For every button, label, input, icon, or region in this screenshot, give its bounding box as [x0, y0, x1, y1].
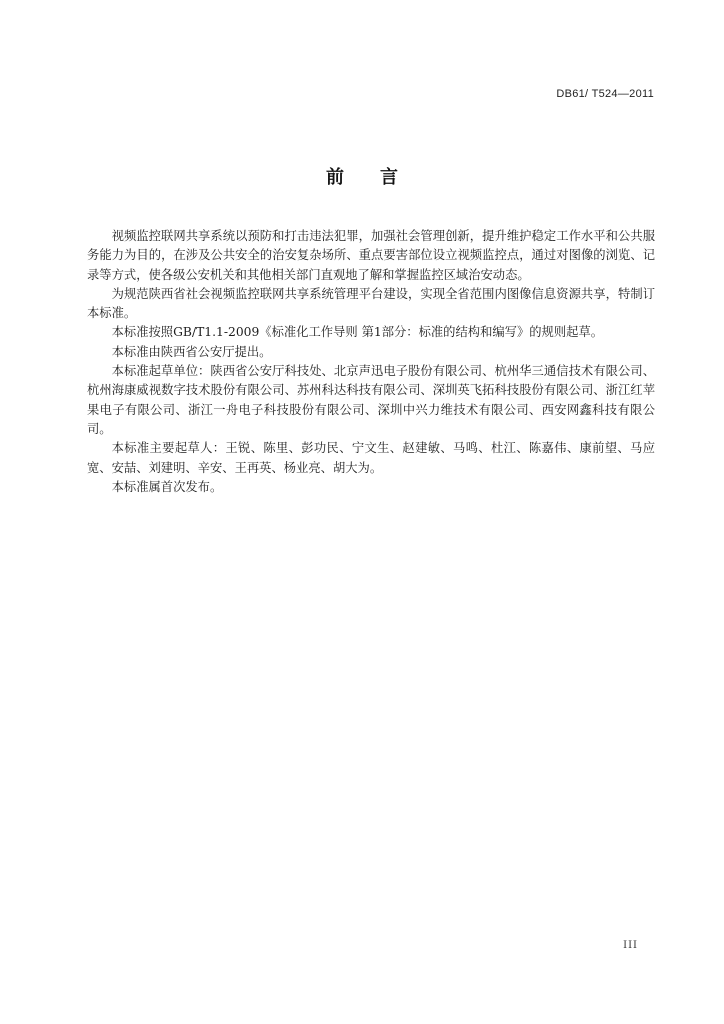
paragraph-drafting-units: 本标准起草单位：陕西省公安厅科技处、北京声迅电子股份有限公司、杭州华三通信技术有限公司、杭州海康威视数字技术股份有限公司、苏州科达科技有限公司、深圳英飞拓科技股份有限公司、浙江红苹果电子有限公司、浙江一舟电子科技股份有限公司、深圳中兴力维技术有限公司、西安网鑫科技有限公司。: [87, 364, 655, 436]
page-title: 前言: [326, 167, 434, 188]
paragraph-release: 本标准属首次发布。: [111, 479, 223, 494]
paragraph-scope: 为规范陕西省社会视频监控联网共享系统管理平台建设，实现全省范围内图像信息资源共享，特制订本标准。: [87, 286, 655, 321]
paragraph-drafting-rules: 本标准按照GB/T1.1-2009《标准化工作导则 第1部分：标准的结构和编写》的规则起草。: [111, 325, 604, 340]
paragraph-drafters: 本标准主要起草人：王锐、陈里、彭功民、宁文生、赵建敏、马鸣、杜江、陈嘉伟、康前望、马应宽、安喆、刘建明、辛安、王再英、杨业亮、胡大为。: [87, 441, 655, 475]
document-code: DB61/ T524—2011: [556, 88, 654, 100]
paragraph-purpose: 视频监控联网共享系统以预防和打击违法犯罪，加强社会管理创新，提升维护稳定工作水平和公共服务能力为目的，在涉及公共安全的治安复杂场所、重点要害部位设立视频监控点，通过对图像的浏览、记录等方式，使各级公安机关和其他相关部门直观地了解和掌握监控区域治安动态。: [87, 229, 655, 282]
page-number: III: [623, 940, 638, 951]
foreword-body: [87, 227, 655, 497]
paragraph-proposer: 本标准由陕西省公安厅提出。: [111, 344, 272, 359]
